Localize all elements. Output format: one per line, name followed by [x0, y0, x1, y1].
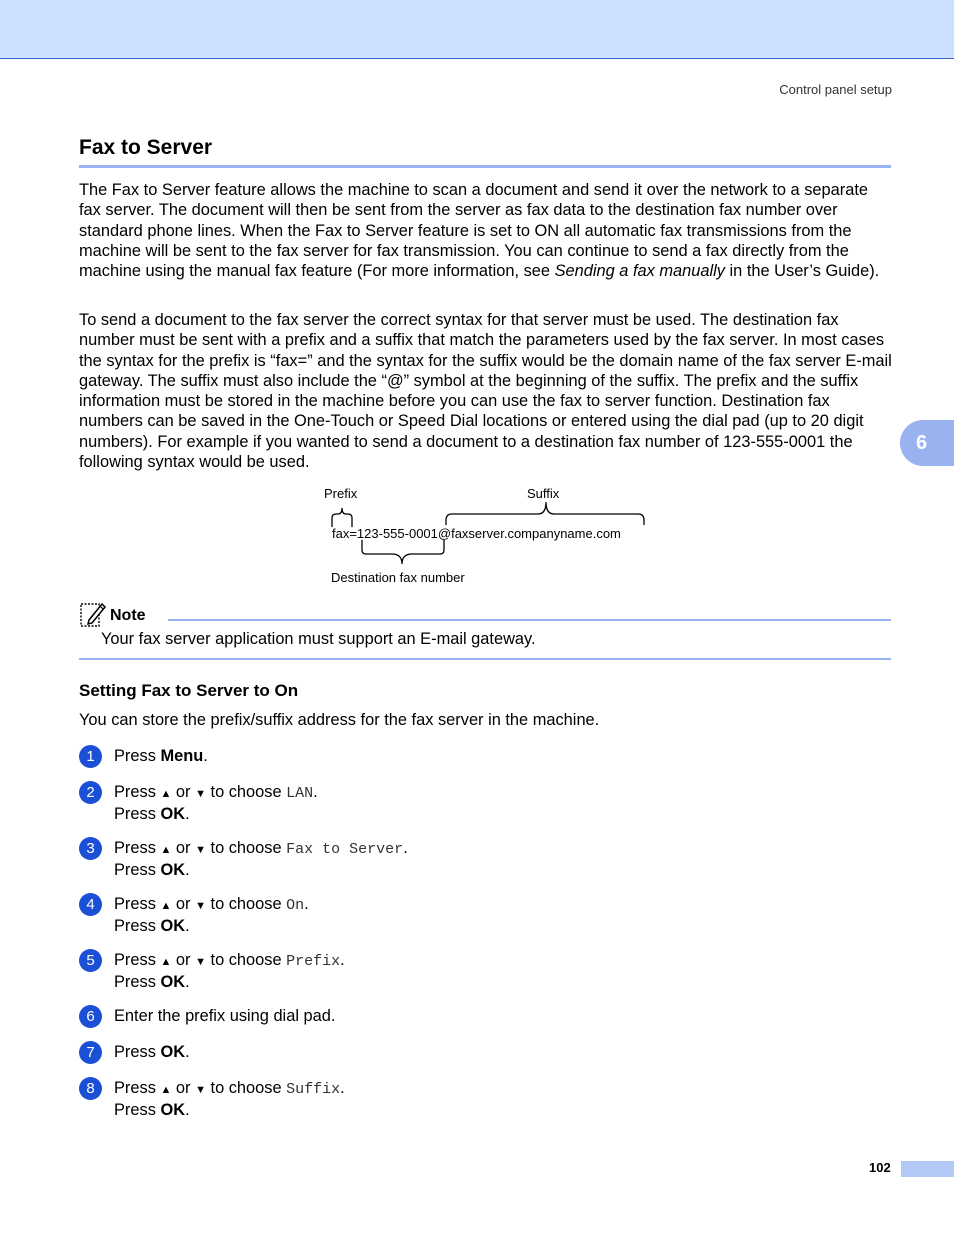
period: .	[185, 917, 190, 936]
press-word: Press	[114, 951, 156, 969]
step-text	[114, 1078, 345, 1121]
ok-key: OK	[160, 861, 186, 880]
ok-key: OK	[160, 1043, 186, 1061]
period: .	[185, 1101, 190, 1120]
step-number-badge: 3	[79, 837, 102, 860]
lcd-option: Prefix	[286, 953, 341, 970]
step-text: Enter the prefix using dial pad.	[114, 1007, 336, 1025]
down-arrow-icon: ▼	[195, 900, 206, 912]
press-word: Press	[114, 1079, 156, 1097]
press-word: Press	[114, 747, 156, 765]
up-arrow-icon: ▲	[160, 956, 172, 968]
to-choose-text: to choose	[210, 1079, 282, 1097]
step-number-badge: 7	[79, 1041, 102, 1064]
step-number-badge: 6	[79, 1005, 102, 1028]
up-arrow-icon: ▲	[160, 900, 172, 912]
lcd-option: On	[286, 897, 305, 914]
or-word: or	[175, 839, 191, 857]
lcd-option: LAN	[286, 785, 314, 802]
title-rule	[79, 165, 891, 168]
or-word: or	[175, 783, 191, 801]
step-number-badge: 5	[79, 949, 102, 972]
paragraph-intro-end: in the User’s Guide).	[724, 262, 880, 281]
step-text	[114, 746, 208, 766]
section-title: Fax to Server	[79, 136, 213, 159]
press-word: Press	[114, 895, 156, 913]
to-choose-text: to choose	[210, 895, 282, 913]
press-word: Press	[114, 1101, 156, 1120]
or-word: or	[175, 895, 191, 913]
step-number-badge: 1	[79, 745, 102, 768]
to-choose-text: to choose	[210, 839, 282, 857]
period: .	[203, 747, 208, 765]
destination-label: Destination fax number	[331, 570, 465, 585]
syntax-diagram	[318, 480, 658, 590]
destination-brace	[362, 540, 444, 564]
period: .	[340, 1079, 345, 1097]
or-word: or	[175, 1079, 191, 1097]
page-number-bar	[901, 1161, 954, 1177]
step-text	[114, 894, 309, 937]
ok-key: OK	[160, 917, 186, 936]
period: .	[185, 805, 190, 824]
note-text: Your fax server application must support an E-mail gateway.	[101, 630, 536, 648]
header-band	[0, 0, 954, 59]
press-word: Press	[114, 783, 156, 801]
up-arrow-icon: ▲	[160, 788, 172, 800]
period: .	[340, 951, 345, 969]
suffix-brace	[446, 502, 644, 525]
note-rule-bottom	[79, 658, 891, 660]
step-text	[114, 1042, 190, 1062]
chapter-tab: 6	[900, 420, 954, 466]
down-arrow-icon: ▼	[195, 844, 206, 856]
press-word: Press	[114, 917, 156, 936]
period: .	[185, 861, 190, 880]
step-number-badge: 8	[79, 1077, 102, 1100]
step-text	[114, 782, 318, 825]
menu-key: Menu	[160, 747, 204, 765]
prefix-brace	[332, 508, 352, 527]
down-arrow-icon: ▼	[195, 1084, 206, 1096]
step-text	[114, 838, 408, 881]
period: .	[403, 839, 408, 857]
running-head: Control panel setup	[779, 82, 892, 97]
step-number-badge: 2	[79, 781, 102, 804]
paragraph-intro	[79, 180, 893, 281]
ok-key: OK	[160, 973, 186, 992]
down-arrow-icon: ▼	[195, 956, 206, 968]
subsection-title: Setting Fax to Server to On	[79, 681, 299, 700]
to-choose-text: to choose	[210, 951, 282, 969]
press-word: Press	[114, 973, 156, 992]
suffix-label: Suffix	[527, 486, 560, 501]
period: .	[185, 973, 190, 992]
prefix-label: Prefix	[324, 486, 358, 501]
press-word: Press	[114, 805, 156, 824]
note-label: Note	[110, 607, 146, 624]
lcd-option: Suffix	[286, 1081, 341, 1098]
subsection-intro: You can store the prefix/suffix address for the fax server in the machine.	[79, 711, 600, 729]
press-word: Press	[114, 1043, 156, 1061]
up-arrow-icon: ▲	[160, 1084, 172, 1096]
ok-key: OK	[160, 805, 186, 824]
press-word: Press	[114, 861, 156, 880]
or-word: or	[175, 951, 191, 969]
paragraph-syntax: To send a document to the fax server the correct syntax for that server must be used. The destination fax number must be sent with a prefix and a suffix that match the parameters used by the fax server. In most cases the syntax for the prefix is “fax=” and the syntax for the suffix would be the domain name of the fax server E-mail gateway. The suffix must also include the “@” symbol at the beginning of the suffix. The prefix and the suffix information must be stored in the machine before you can use the fax to server function. Destination fax numbers can be saved in the One-Touch or Speed Dial locations or entered using the dial pad (up to 20 digit numbers). For example if you wanted to send a document to a destination fax number of 123-555-0001 the following syntax would be used.	[79, 311, 892, 472]
step-text	[114, 950, 345, 993]
note-rule-top	[168, 619, 891, 621]
page-number: 102	[869, 1160, 891, 1175]
step-number-badge: 4	[79, 893, 102, 916]
cross-reference: Sending a fax manually	[554, 262, 725, 281]
lcd-option: Fax to Server	[286, 841, 404, 858]
paragraph-intro-text: The Fax to Server feature allows the machine to scan a document and send it over the network to a separate fax server. The document will then be sent from the server as fax data to the destination fax number over standard phone lines. When the Fax to Server feature is set to ON all automatic fax transmissions from the machine will be sent to the fax server for fax transmission. You can continue to send a fax directly from the machine using the manual fax feature (For more information, see	[79, 181, 869, 281]
ok-key: OK	[160, 1101, 186, 1120]
period: .	[185, 1043, 190, 1061]
note-pencil-icon	[79, 600, 107, 628]
press-word: Press	[114, 839, 156, 857]
to-choose-text: to choose	[210, 783, 282, 801]
up-arrow-icon: ▲	[160, 844, 172, 856]
period: .	[313, 783, 318, 801]
period: .	[304, 895, 309, 913]
down-arrow-icon: ▼	[195, 788, 206, 800]
fax-address: fax=123-555-0001@faxserver.companyname.com	[332, 526, 621, 541]
